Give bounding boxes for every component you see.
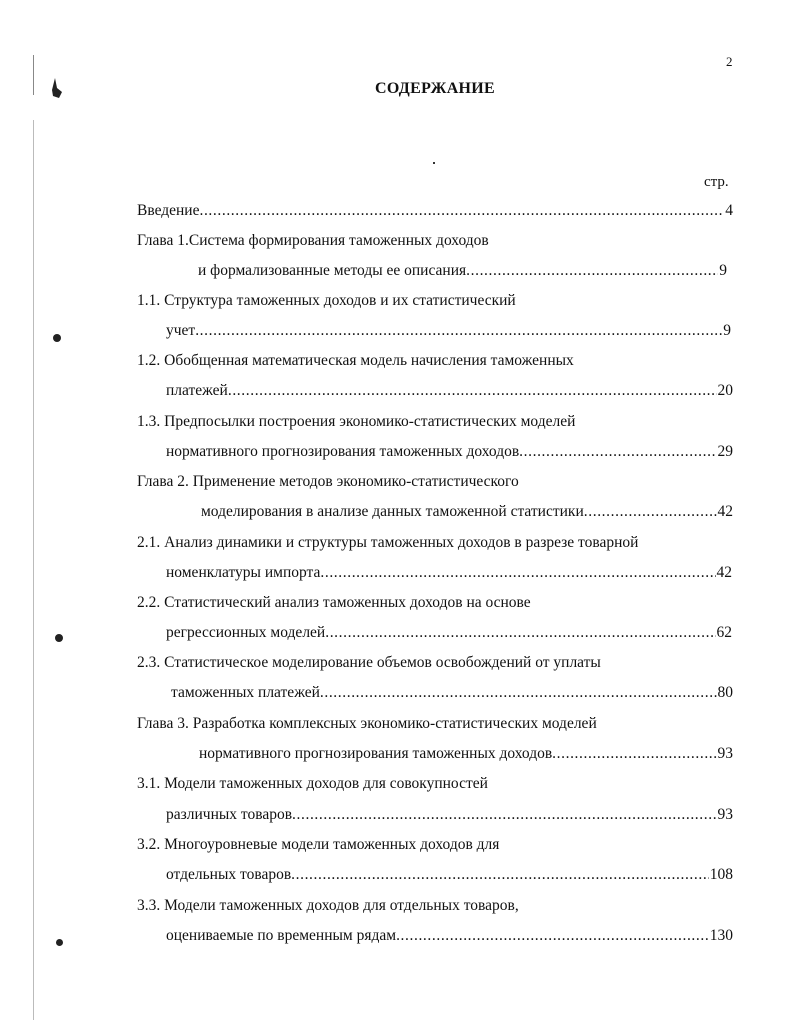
toc-page-number: 9 [719, 262, 727, 279]
toc-entry-title: нормативного прогнозирования таможенных доходов [166, 443, 520, 460]
page-title: СОДЕРЖАНИЕ [374, 80, 496, 97]
toc-entry-title: Введение [137, 202, 200, 219]
toc-entry-section-2-2[interactable] [137, 594, 733, 614]
toc-entry-title: 2.2. Статистический анализ таможенных доходов на основе [137, 594, 531, 611]
toc-entry-section-3-2[interactable] [137, 836, 733, 856]
toc-entry-chapter-2-continued[interactable] [201, 503, 733, 523]
toc-entry-title: 2.1. Анализ динамики и структуры таможенных доходов в разрезе товарной [137, 534, 639, 551]
scan-margin-line [33, 120, 34, 1020]
toc-page-number: 80 [717, 684, 733, 701]
toc-entry-section-3-1[interactable] [137, 775, 733, 795]
toc-entry-section-1-1-continued[interactable] [166, 322, 731, 342]
toc-entry-title: и формализованные методы ее описания [198, 262, 467, 279]
toc-entry-section-3-3-continued[interactable] [166, 927, 733, 947]
toc-page-number: 4 [725, 202, 733, 219]
toc-page-number: 93 [717, 745, 733, 762]
toc-page-number: 93 [717, 806, 733, 823]
toc-leader-dots [325, 624, 715, 642]
toc-leader-dots [199, 202, 724, 220]
toc-leader-dots [228, 382, 717, 400]
toc-entry-title: 1.2. Обобщенная математическая модель начисления таможенных [137, 352, 574, 369]
punch-hole-mark [53, 334, 61, 342]
toc-entry-section-3-1-continued[interactable] [166, 806, 733, 826]
toc-entry-chapter-3[interactable] [137, 715, 733, 735]
toc-entry-section-2-3-continued[interactable] [171, 684, 733, 704]
toc-leader-dots [320, 684, 717, 702]
toc-entry-section-1-3[interactable] [137, 413, 733, 433]
toc-entry-title: Глава 1.Система формирования таможенных доходов [137, 232, 489, 249]
toc-leader-dots [291, 866, 709, 884]
toc-entry-title: 3.1. Модели таможенных доходов для совокупностей [137, 775, 488, 792]
toc-entry-title: различных товаров [166, 806, 293, 823]
toc-entry-chapter-2[interactable] [137, 473, 733, 493]
toc-entry-section-3-3[interactable] [137, 897, 733, 917]
toc-leader-dots [519, 443, 716, 461]
toc-entry-title: Глава 2. Применение методов экономико-статистического [137, 473, 519, 490]
toc-entry-title: таможенных платежей [171, 684, 320, 701]
toc-entry-section-3-2-continued[interactable] [166, 866, 733, 886]
toc-entry-title: отдельных товаров [166, 866, 292, 883]
toc-entry-section-2-1-continued[interactable] [166, 564, 732, 584]
toc-entry-section-2-3[interactable] [137, 654, 733, 674]
toc-leader-dots [552, 745, 716, 763]
toc-page-number: 29 [717, 443, 733, 460]
toc-entry-title: нормативного прогнозирования таможенных доходов [199, 745, 553, 762]
toc-leader-dots [396, 927, 709, 945]
toc-entry-title: учет [166, 322, 196, 339]
toc-entry-section-2-2-continued[interactable] [166, 624, 732, 644]
punch-hole-mark [56, 939, 63, 946]
scan-speck [433, 162, 435, 164]
toc-entry-title: 1.3. Предпосылки построения экономико-статистических моделей [137, 413, 576, 430]
toc-entry-title: 1.1. Структура таможенных доходов и их статистический [137, 292, 516, 309]
toc-entry-title: платежей [166, 382, 228, 399]
toc-page-number: 9 [723, 322, 731, 339]
toc-entry-title: 3.3. Модели таможенных доходов для отдельных товаров, [137, 897, 519, 914]
toc-entry-title: Глава 3. Разработка комплексных экономико-статистических моделей [137, 715, 597, 732]
toc-page-number: 108 [709, 866, 733, 883]
toc-entry-section-2-1[interactable] [137, 534, 737, 554]
toc-page-number: 20 [717, 382, 733, 399]
toc-entry-chapter-1-continued[interactable] [198, 262, 727, 282]
toc-entry-section-1-2-continued[interactable] [166, 382, 733, 402]
toc-leader-dots [195, 322, 722, 340]
toc-entry-title: 2.3. Статистическое моделирование объемов освобождений от уплаты [137, 654, 601, 671]
toc-entry-chapter-3-continued[interactable] [199, 745, 733, 765]
toc-entry-title: моделирования в анализе данных таможенной статистики [201, 503, 584, 520]
toc-entry-title: регрессионных моделей [166, 624, 326, 641]
toc-entry-intro[interactable] [137, 202, 733, 222]
punch-hole-mark [55, 634, 63, 642]
toc-leader-dots [320, 564, 715, 582]
toc-leader-dots [466, 262, 718, 280]
toc-page-number: 42 [717, 503, 733, 520]
pages-column-label: стр. [704, 174, 729, 190]
toc-leader-dots [584, 503, 717, 521]
toc-entry-section-1-2[interactable] [137, 352, 733, 372]
toc-leader-dots [292, 806, 716, 824]
toc-entry-title: номенклатуры импорта [166, 564, 321, 581]
toc-page-number: 130 [709, 927, 733, 944]
toc-entry-title: оцениваемые по временным рядам [166, 927, 397, 944]
toc-entry-chapter-1[interactable] [137, 232, 733, 252]
toc-entry-section-1-3-continued[interactable] [166, 443, 733, 463]
toc-page-number: 62 [716, 624, 732, 641]
toc-page-number: 42 [716, 564, 732, 581]
page-number: 2 [726, 54, 733, 69]
toc-entry-section-1-1[interactable] [137, 292, 733, 312]
toc-entry-title: 3.2. Многоуровневые модели таможенных доходов для [137, 836, 500, 853]
